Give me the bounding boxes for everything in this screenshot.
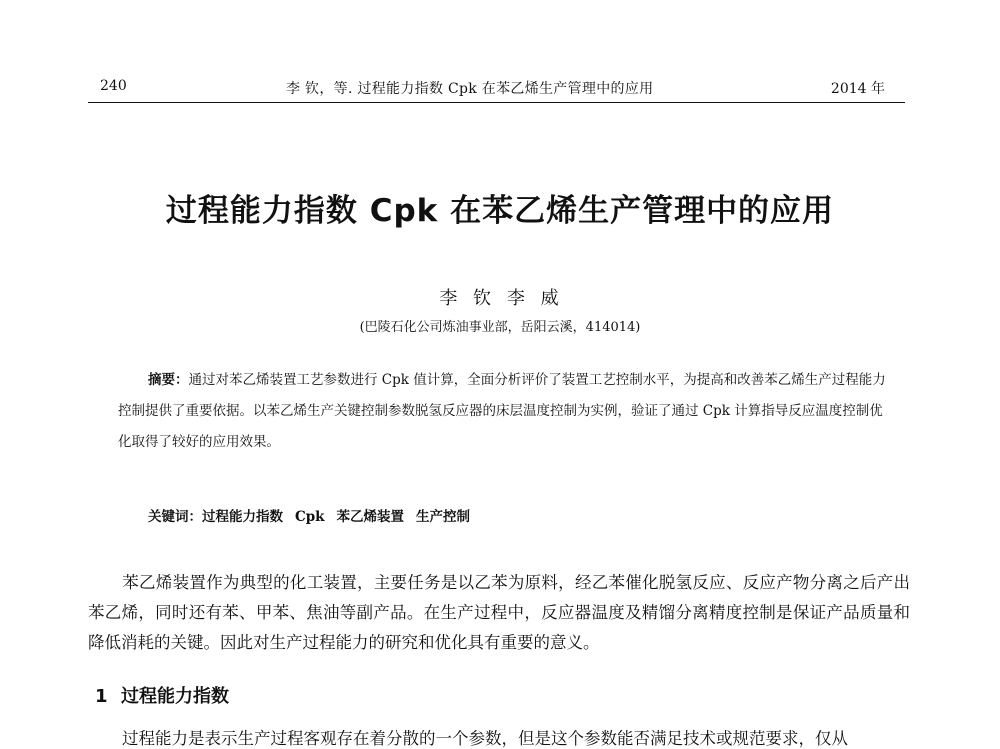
authors: 李 钦 李 威	[439, 288, 561, 309]
keywords	[148, 505, 470, 525]
body-paragraph	[88, 568, 910, 658]
keyword-item: 过程能力指数	[202, 509, 283, 525]
abstract-label: 摘要：	[148, 372, 189, 388]
keyword-item: 生产控制	[416, 509, 471, 525]
running-header	[88, 78, 905, 103]
abstract	[118, 365, 890, 458]
running-title: 李 钦，等. 过程能力指数 Cpk 在苯乙烯生产管理中的应用	[286, 81, 654, 97]
affiliation: (巴陵石化公司炼油事业部，岳阳云溪，414014)	[359, 320, 641, 335]
keyword-item: 苯乙烯装置	[336, 509, 405, 525]
section-title: 过程能力指数	[121, 686, 229, 707]
cutoff-text-line: 过程能力是表示生产过程客观存在着分散的一个参数，但是这个参数能否满足技术或规范要求，仅从	[122, 729, 848, 748]
keywords-label: 关键词：	[148, 509, 202, 525]
keyword-item: Cpk	[295, 509, 325, 525]
section-number: 1	[95, 686, 108, 707]
article-title: 过程能力指数 Cpk 在苯乙烯生产管理中的应用	[165, 193, 835, 229]
abstract-text: 通过对苯乙烯装置工艺参数进行 Cpk 值计算，全面分析评价了装置工艺控制水平，为提高和改善苯乙烯生产过程能力控制提供了重要依据。以苯乙烯生产关键控制参数脱氢反应器的床层温度控制为实例，验证了通过 Cpk 计算指导反应温度控制优化取得了较好的应用效果。	[118, 372, 886, 450]
paragraph-text: 苯乙烯装置作为典型的化工装置，主要任务是以乙苯为原料，经乙苯催化脱氢反应、反应产物分离之后产出苯乙烯，同时还有苯、甲苯、焦油等副产品。在生产过程中，反应器温度及精馏分离精度控制是保证产品质量和降低消耗的关键。因此对生产过程能力的研究和优化具有重要的意义。	[88, 573, 910, 652]
journal-year: 2014 年	[830, 81, 885, 97]
section-heading	[95, 682, 229, 708]
page-number: 240	[100, 78, 127, 94]
